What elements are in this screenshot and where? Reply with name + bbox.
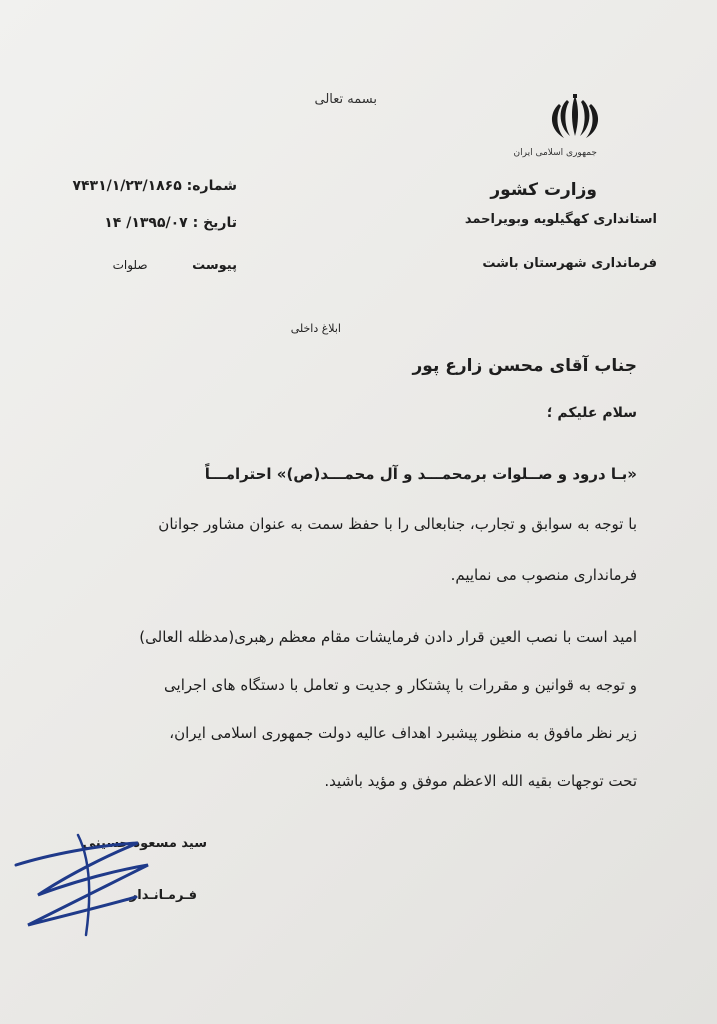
body-line: امید است با نصب العین قرار دادن فرمایشات مقام معظم رهبری(مدظله العالی) [139,628,637,646]
province-office: استانداری کهگیلویه وبویراحمد [464,212,657,227]
signer-title: فـرمـانـدار [129,888,197,903]
number-value: ۷۴۳۱/۱/۲۳/۱۸۶۵ [72,178,182,194]
handwritten-signature-icon [8,825,158,945]
body-line: با توجه به سوابق و تجارب، جنابعالی را با حفظ سمت به عنوان مشاور جوانان [158,515,637,533]
body-line: زیر نظر مافوق به منظور پیشبرد اهداف عالیه دولت جمهوری اسلامی ایران، [169,724,637,742]
internal-notice: ابلاغ داخلی [290,322,341,335]
opening-line: «بـا درود و صــلوات برمحمـــد و آل محمـــد(ص)» احترامـــاً [204,465,637,483]
date-value: ۱۳۹۵/۰۷/ ۱۴ [104,215,188,231]
letter-date [104,215,237,231]
ministry-name: وزارت کشور [490,180,597,200]
recipient: جناب آقای محسن زارع پور [412,356,637,376]
date-label: تاریخ : [192,215,237,231]
greeting: سلام علیکم ؛ [546,405,637,421]
body-line: و توجه به قوانین و مقررات با پشتکار و جدیت و تعامل با دستگاه های اجرایی [164,676,637,694]
body-line: فرمانداری منصوب می نماییم. [450,566,637,584]
attachment-label: پیوست [192,258,237,273]
basmala: بسمه تعالی [314,92,377,107]
emblem-caption: جمهوری اسلامی ایران [513,148,597,158]
county-office: فرمانداری شهرستان باشت [482,256,657,271]
letter-number [72,178,237,194]
number-label: شماره: [186,178,237,194]
attachment [113,258,237,273]
attachment-value: صلوات [112,258,148,272]
iran-emblem-icon [540,92,610,142]
signer-name: سید مسعود حسینی [82,836,207,851]
body-line: تحت توجهات بقیه الله الاعظم موفق و مؤید باشید. [324,772,637,790]
